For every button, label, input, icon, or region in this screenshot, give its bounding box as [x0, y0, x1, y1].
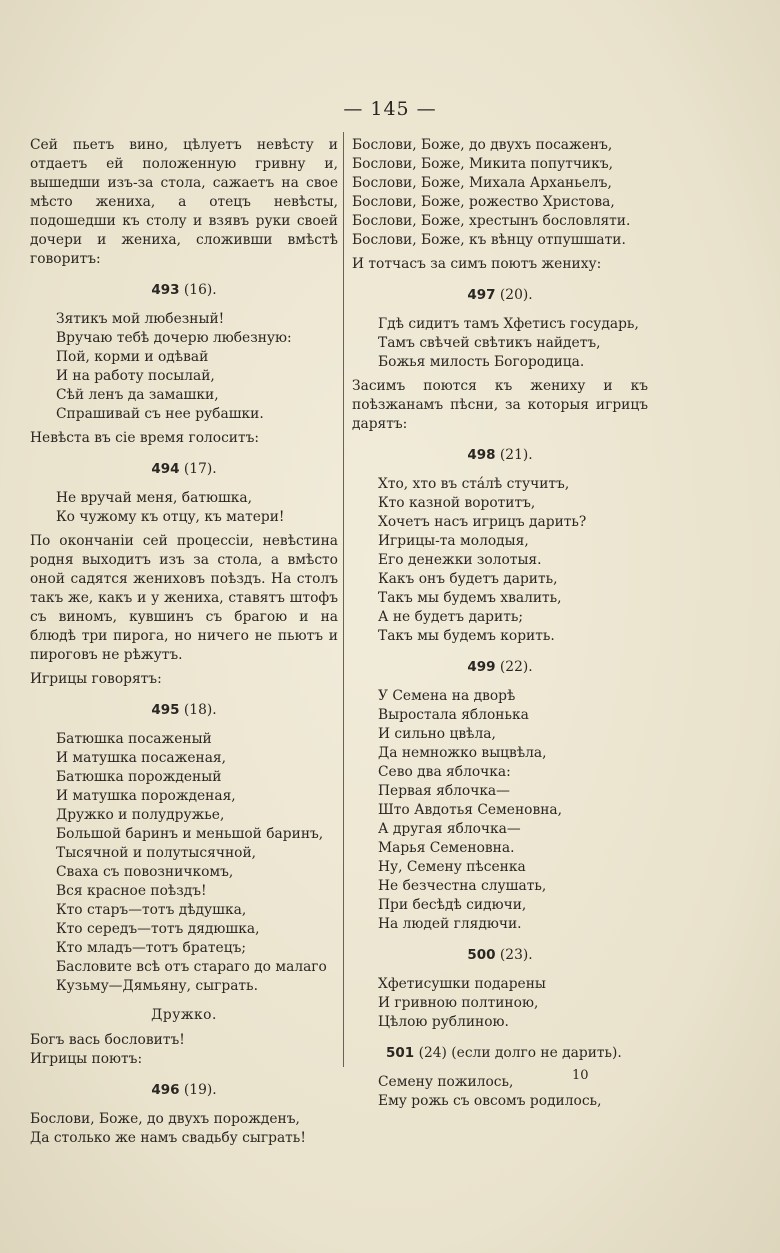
verse-line: Ко чужому къ отцу, къ матери!: [56, 509, 285, 525]
song-number: 495: [151, 702, 180, 718]
verse-line: Бослови, Боже, рожество Христова,: [352, 194, 615, 210]
right-column: [352, 136, 648, 1111]
verse-line: Не вручай меня, батюшка,: [56, 490, 253, 506]
verse-line: Хочетъ насъ игрицъ дарить?: [378, 514, 587, 530]
verse-line: Кто старъ—тотъ дѣдушка,: [56, 902, 247, 918]
procession-paragraph: По окончаніи сей процессіи, невѣстина родня выходитъ изъ за стола, а вмѣсто оной садятся жениховъ поѣздъ. На столъ такъ же, какъ и у жениха, ставятъ штофъ съ виномъ, кувшинъ съ брагою и на блюдѣ три пирога, но ничего не пьютъ и пироговъ не рѣжутъ.: [30, 533, 338, 663]
speaker-druzhko: Дружко.: [151, 1007, 217, 1023]
verse-line: У Семена на дворѣ: [378, 688, 516, 704]
song-subnumber: (23).: [499, 947, 533, 963]
verse-line: Кузьму—Дямьяну, сыграть.: [56, 978, 258, 994]
song-subnumber: (22).: [499, 659, 533, 675]
song-number: 500: [467, 947, 496, 963]
song-501-verse: [378, 1073, 648, 1111]
verse-line: Хто, хто въ стáлѣ стучитъ,: [378, 476, 570, 492]
verse-line: Што Авдотья Семеновна,: [378, 802, 563, 818]
song-subnumber: (16).: [183, 282, 217, 298]
verse-line: Бослови, Боже, до двухъ посаженъ,: [352, 137, 613, 153]
verse-line: Ну, Семену пѣсенка: [378, 859, 526, 875]
song-number: 499: [467, 659, 496, 675]
verse-line: А другая яблочка—: [378, 821, 521, 837]
verse-line: Сѣй ленъ да замашки,: [56, 387, 219, 403]
song-493-heading: [30, 281, 338, 300]
song-number: 497: [467, 287, 496, 303]
verse-line: Тамъ свѣчей свѣтикъ найдетъ,: [378, 335, 601, 351]
song-497-verse: [378, 315, 648, 372]
verse-line: Марья Семеновна.: [378, 840, 515, 856]
verse-line: Большой баринъ и меньшой баринъ,: [56, 826, 324, 842]
verse-line: И на работу посылай,: [56, 368, 215, 384]
song-number: 496: [151, 1082, 180, 1098]
intro-paragraph: Сей пьетъ вино, цѣлуетъ невѣсту и отдаетъ ей положенную гривну и, вышедши изъ-за стола, сажаетъ на свое мѣсто жениха, а отецъ невѣсты, подошедши къ столу и взявъ руки своей дочери и жениха, сложивши вмѣстѣ говоритъ:: [30, 137, 338, 267]
verse-line: Его денежки золотыя.: [378, 552, 542, 568]
folio-number: 10: [572, 1068, 589, 1083]
igritsy-sing-note: Игрицы поютъ:: [30, 1051, 143, 1067]
verse-line: И матушка посаженая,: [56, 750, 227, 766]
verse-line: Семену пожилось,: [378, 1074, 514, 1090]
verse-line: Игрицы-та молодыя,: [378, 533, 529, 549]
verse-line: Бослови, Боже, Михала Арханьелъ,: [352, 175, 612, 191]
verse-line: И матушка порожденая,: [56, 788, 236, 804]
song-subnumber: (24) (если долго не дарить).: [418, 1045, 622, 1061]
song-498-heading: [352, 446, 648, 465]
song-number: 494: [151, 461, 180, 477]
song-496-verse: [30, 1110, 338, 1148]
verse-line: Какъ онъ будетъ дарить,: [378, 571, 558, 587]
verse-line: Такъ мы будемъ хвалить,: [378, 590, 562, 606]
verse-line: Кто середъ—тотъ дядюшка,: [56, 921, 260, 937]
song-496-heading: [30, 1081, 338, 1100]
groom-note: И тотчасъ за симъ поютъ жениху:: [352, 256, 602, 272]
song-498-verse: [378, 475, 648, 646]
after-paragraph: Засимъ поются къ жениху и къ поѣзжанамъ пѣсни, за которыя игрицъ дарятъ:: [352, 378, 648, 432]
verse-line: Да столько же намъ свадьбу сыграть!: [30, 1130, 306, 1146]
verse-line: Кто младъ—тотъ братецъ;: [56, 940, 246, 956]
verse-line: Ему рожь съ овсомъ родилось,: [378, 1093, 602, 1109]
verse-line: На людей глядючи.: [378, 916, 522, 932]
verse-line: Хфетисушки подарены: [378, 976, 546, 992]
song-number: 493: [151, 282, 180, 298]
verse-line: Цѣлою рублиною.: [378, 1014, 509, 1030]
verse-line: Бослови, Боже, къ вѣнцу отпушшати.: [352, 232, 626, 248]
verse-line: Выростала яблонька: [378, 707, 529, 723]
verse-line: Дружко и полудружье,: [56, 807, 225, 823]
verse-line: Бослови, Боже, Микита попутчикъ,: [352, 156, 613, 172]
verse-line: А не будетъ дарить;: [378, 609, 524, 625]
song-subnumber: (21).: [499, 447, 533, 463]
verse-line: Басловите всѣ отъ стараго до малаго: [56, 959, 327, 975]
song-494-heading: [30, 460, 338, 479]
verse-line: При бесѣдѣ сидючи,: [378, 897, 527, 913]
song-496-continuation: [352, 136, 648, 250]
verse-line: Пой, корми и одѣвай: [56, 349, 209, 365]
igritsy-say-note: Игрицы говорятъ:: [30, 671, 162, 687]
song-subnumber: (19).: [183, 1082, 217, 1098]
verse-line: Да немножко выцвѣла,: [378, 745, 547, 761]
verse-line: Не безчестна слушать,: [378, 878, 547, 894]
verse-line: Первая яблочка—: [378, 783, 510, 799]
verse-line: Вся красное поѣздъ!: [56, 883, 207, 899]
column-divider: [343, 132, 344, 1067]
song-493-verse: [56, 310, 338, 424]
verse-line: Бослови, Боже, до двухъ порожденъ,: [30, 1111, 300, 1127]
song-number: 501: [386, 1045, 415, 1061]
song-subnumber: (20).: [499, 287, 533, 303]
song-495-verse: [56, 730, 338, 996]
god-bless-line: Богъ вась бословитъ!: [30, 1032, 185, 1048]
verse-line: Батюшка посаженый: [56, 731, 212, 747]
song-500-heading: [352, 946, 648, 965]
verse-line: Божья милость Богородица.: [378, 354, 585, 370]
song-495-heading: [30, 701, 338, 720]
song-499-heading: [352, 658, 648, 677]
song-500-verse: [378, 975, 648, 1032]
song-subnumber: (17).: [183, 461, 217, 477]
verse-line: Зятикъ мой любезный!: [56, 311, 225, 327]
song-497-heading: [352, 286, 648, 305]
left-column: [30, 136, 338, 1148]
song-499-verse: [378, 687, 648, 934]
verse-line: Гдѣ сидитъ тамъ Хфетисъ государь,: [378, 316, 639, 332]
verse-line: Сваха съ повозничкомъ,: [56, 864, 234, 880]
bride-note: Невѣста въ сіе время голоситъ:: [30, 430, 260, 446]
verse-line: Такъ мы будемъ корить.: [378, 628, 555, 644]
song-501-heading: [386, 1044, 648, 1063]
verse-line: Сево два яблочка:: [378, 764, 511, 780]
page-number: — 145 —: [343, 98, 437, 120]
song-subnumber: (18).: [183, 702, 217, 718]
verse-line: Кто казной воротитъ,: [378, 495, 536, 511]
verse-line: Вручаю тебѣ дочерю любезную:: [56, 330, 292, 346]
verse-line: Бослови, Боже, хрестынъ бословляти.: [352, 213, 631, 229]
verse-line: И гривною полтиною,: [378, 995, 539, 1011]
verse-line: И сильно цвѣла,: [378, 726, 496, 742]
verse-line: Спрашивай съ нее рубашки.: [56, 406, 264, 422]
verse-line: Тысячной и полутысячной,: [56, 845, 257, 861]
verse-line: Батюшка порожденый: [56, 769, 222, 785]
song-494-verse: [56, 489, 338, 527]
song-number: 498: [467, 447, 496, 463]
